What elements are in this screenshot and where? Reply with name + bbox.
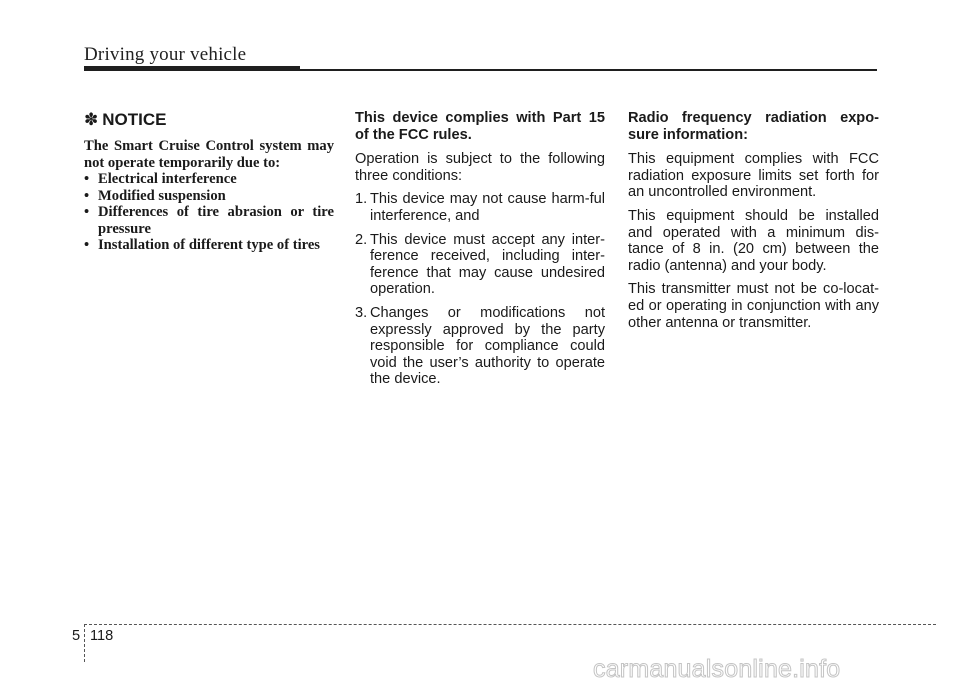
bullet-icon: • [84, 171, 90, 187]
header-rule-thick [84, 66, 300, 71]
notice-column [84, 110, 334, 254]
notice-heading [84, 110, 334, 130]
bullet-icon: • [84, 187, 90, 204]
radio-heading: Radio frequency radiation expo-sure information: [628, 110, 879, 143]
list-item: 3. Changes or modifications not expressly approved by the party responsible for compliance could void the user’s authority to operate the device. [355, 304, 605, 388]
fcc-column [355, 110, 605, 395]
notice-body [84, 138, 334, 254]
list-item: • Modified suspension [84, 187, 226, 204]
fcc-heading: This device complies with Part 15 of the FCC rules. [355, 110, 605, 143]
radio-paragraph: This equipment complies with FCC radiation exposure limits set forth for an uncontrolled environment. [628, 151, 879, 201]
fcc-conditions-list [355, 191, 605, 388]
list-item: • Installation of different type of tires [84, 237, 320, 253]
radio-paragraph: This equipment should be installed and operated with a minimum dis-tance of 8 in. (20 cm) between the radio (antenna) and your body. [628, 207, 879, 274]
watermark: carmanualsonline.info [593, 655, 841, 683]
bullet-icon: • [84, 204, 90, 220]
footer-divider [84, 624, 85, 662]
page-number: 118 [90, 628, 114, 644]
notice-list [84, 171, 334, 254]
radio-paragraph: This transmitter must not be co-locat-ed or operating in conjunction with any other antenna or transmitter. [628, 281, 879, 331]
page-header-title: Driving your vehicle [84, 44, 247, 65]
footer-rule [84, 624, 936, 625]
fcc-intro: Operation is subject to the following three conditions: [355, 151, 605, 184]
radio-column [628, 110, 879, 338]
list-item: 2. This device must accept any inter-ference received, including inter-ference that may cause undesired operation. [355, 231, 605, 298]
notice-title: NOTICE [102, 110, 167, 129]
notice-intro: The Smart Cruise Control system may not operate temporarily due to: [84, 138, 334, 171]
bullet-icon: • [84, 237, 90, 253]
list-item: 1. This device may not cause harm-ful interference, and [355, 191, 605, 224]
star-cross-icon: ✽ [84, 110, 99, 129]
list-item: • Differences of tire abrasion or tire pressure [84, 204, 334, 237]
list-item: • Electrical interference [84, 171, 237, 187]
header-rule-thin [300, 69, 877, 71]
chapter-number: 5 [72, 628, 81, 644]
